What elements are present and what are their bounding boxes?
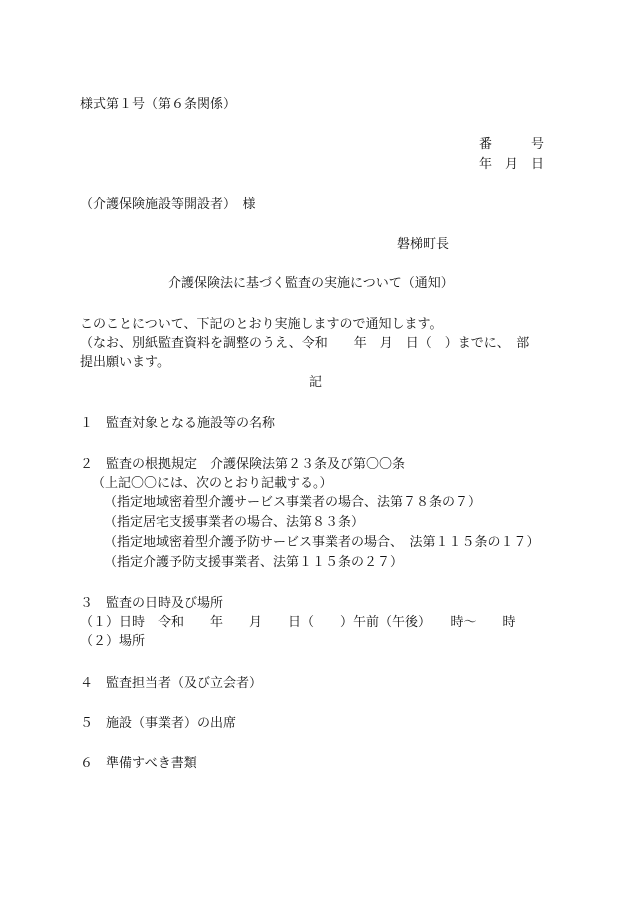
- item-2-case: （指定居宅支援事業者の場合、法第８３条）: [104, 515, 365, 530]
- item-2-case: （指定地域密着型介護予防サービス事業者の場合、 法第１１５条の１７）: [104, 535, 540, 550]
- item-3-heading: ３ 監査の日時及び場所: [80, 596, 224, 611]
- item-2-case: （指定地域密着型介護サービス事業者の場合、法第７８条の７）: [104, 495, 482, 510]
- item-2-heading: ２ 監査の根拠規定 介護保険法第２３条及び第〇〇条: [80, 457, 406, 472]
- item-3-datetime: （１）日時 令和 年 月 日（ ）午前（午後） 時～ 時: [80, 615, 516, 630]
- page-title: 介護保険法に基づく監査の実施について（通知）: [168, 276, 454, 291]
- item-2-case: （指定介護予防支援事業者、法第１１５条の２７）: [104, 555, 404, 570]
- item-6-heading: ６ 準備すべき書類: [80, 756, 197, 771]
- item-5-heading: ５ 施設（事業者）の出席: [80, 716, 237, 731]
- body-line-2: （なお、別紙監査資料を調整のうえ、令和 年 月 日（ ）までに、 部: [80, 336, 530, 351]
- item-2-note: （上記〇〇には、次のとおり記載する。）: [92, 476, 333, 491]
- body-line-1: このことについて、下記のとおり実施しますので通知します。: [80, 317, 443, 332]
- document-number: 番 号: [479, 137, 545, 152]
- body-line-3: 提出願います。: [80, 355, 170, 370]
- item-1-heading: １ 監査対象となる施設等の名称: [80, 416, 276, 431]
- item-3-place: （２）場所: [80, 634, 146, 649]
- addressee: （介護保険施設等開設者） 様: [80, 197, 256, 212]
- sender: 磐梯町長: [397, 237, 450, 252]
- item-4-heading: ４ 監査担当者（及び立会者）: [80, 676, 263, 691]
- ki-heading: 記: [309, 375, 323, 390]
- document-date: 年 月 日: [479, 157, 545, 172]
- form-label: 様式第１号（第６条関係）: [80, 97, 237, 112]
